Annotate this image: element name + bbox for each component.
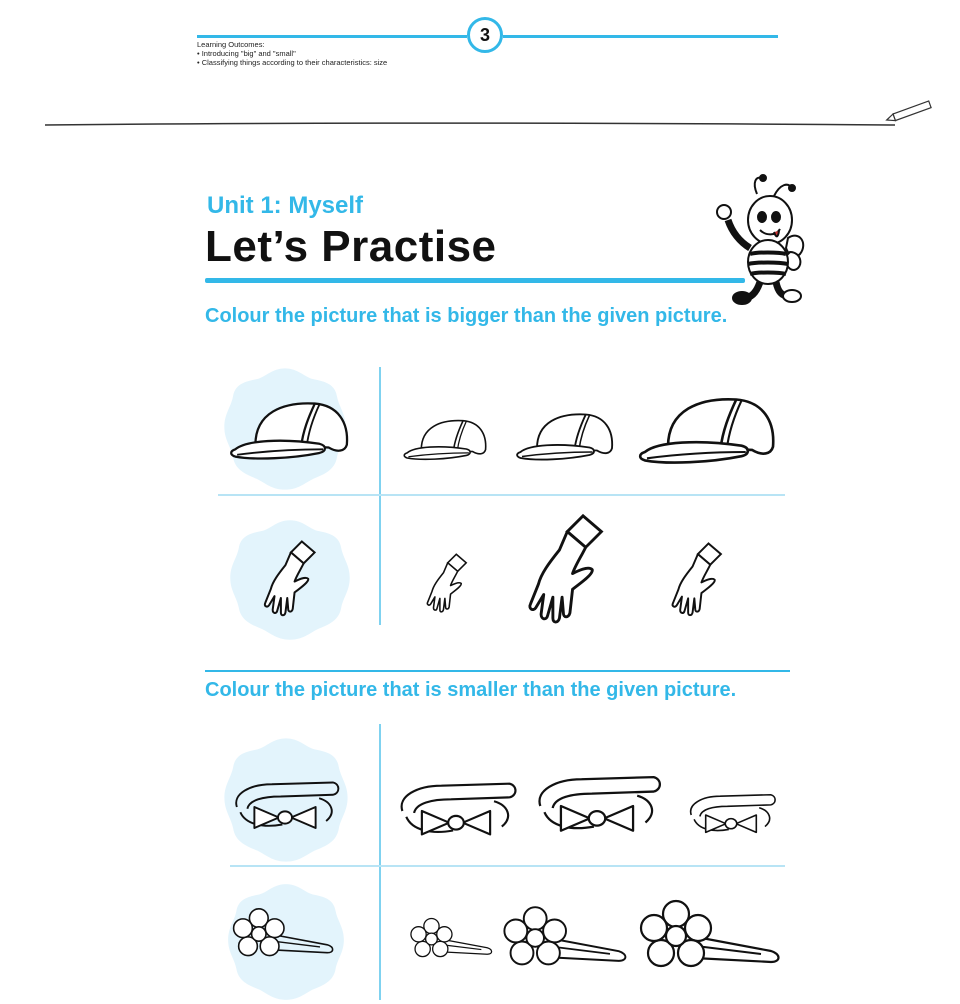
bee-mascot-icon [712,172,807,312]
headband-option-icon[interactable] [684,786,778,844]
instruction-smaller: Colour the picture that is smaller than the given picture. [205,679,737,701]
cap-option-icon[interactable] [514,407,620,467]
section-divider [205,670,790,672]
grid-divider-vertical [379,367,381,625]
cap-option-icon[interactable] [402,414,492,466]
headband-option-icon[interactable] [530,764,664,848]
page-title: Let’s Practise [205,222,497,271]
cap-option-icon[interactable] [636,389,784,473]
header-line-left [197,35,467,38]
grid-divider-horizontal [218,494,785,496]
hairclip-option-icon[interactable] [500,898,632,978]
pencil-icon [885,101,931,123]
grid-divider-vertical [379,724,381,1000]
pencil-divider [45,100,945,135]
hairclip-option-icon[interactable] [408,912,496,966]
page-number: 3 [467,17,503,53]
hairclip-icon [230,902,338,966]
outcomes-title: Learning Outcomes: [197,40,265,49]
outcome-item: • Classifying things according to their characteristics: size [197,58,388,67]
glove-icon [258,536,322,618]
glove-option-icon[interactable] [666,538,728,618]
headband-icon [228,772,342,842]
learning-outcomes [197,40,387,67]
header-line-right [503,35,778,38]
headband-option-icon[interactable] [392,772,520,850]
cap-icon [228,394,356,468]
outcome-item: • Introducing "big" and "small" [197,49,296,58]
hairclip-option-icon[interactable] [636,890,786,982]
title-underline [205,278,745,283]
unit-label: Unit 1: Myself [207,192,364,219]
instruction-bigger: Colour the picture that is bigger than the given picture. [205,305,728,327]
glove-option-icon[interactable] [520,508,612,626]
glove-option-icon[interactable] [422,550,472,614]
